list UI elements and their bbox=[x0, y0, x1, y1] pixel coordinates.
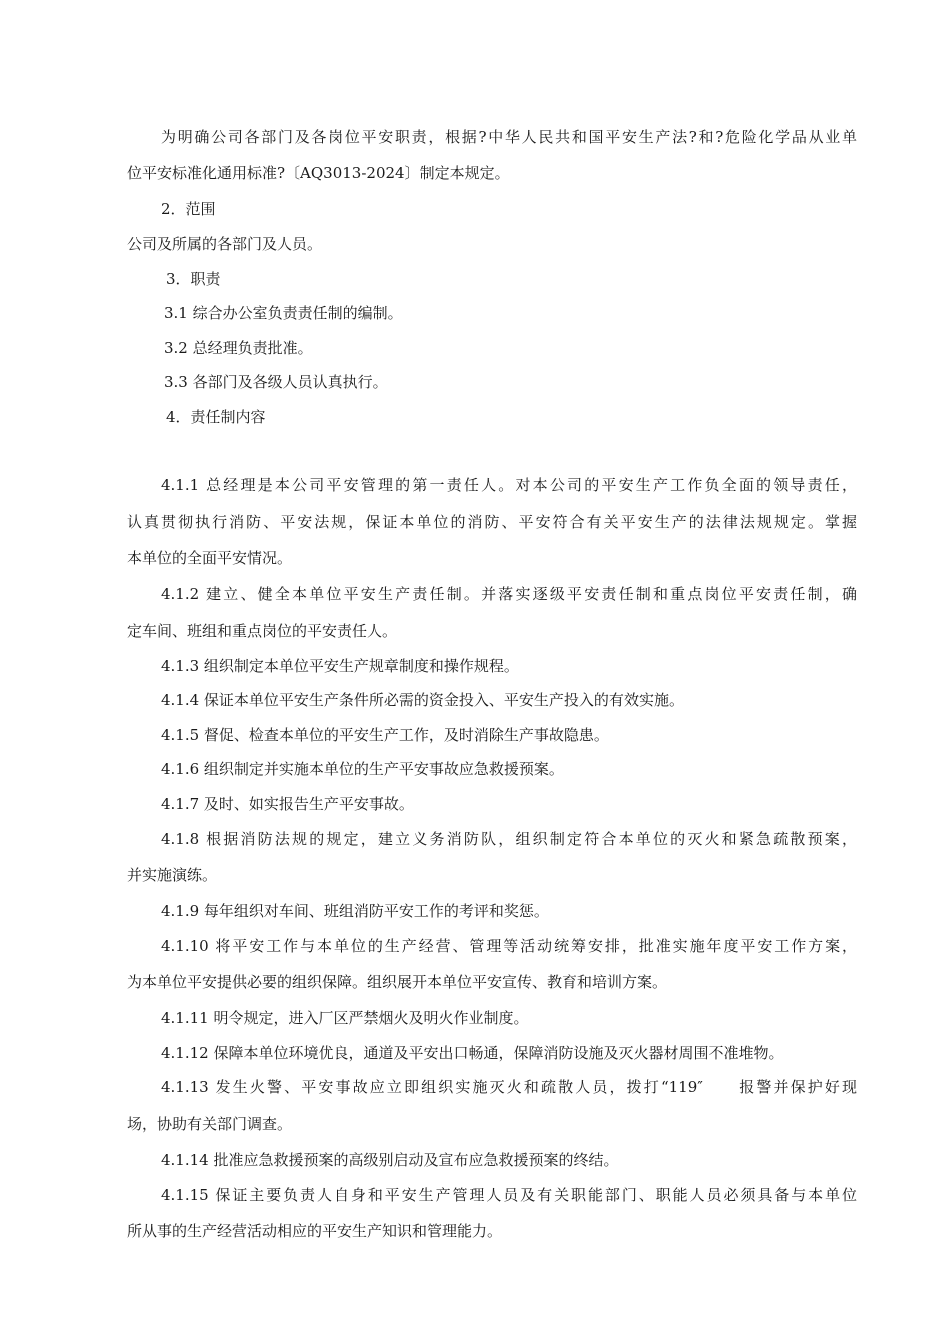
clause-4-1-10-line-1: 4.1.10 将平安工作与本单位的生产经营、管理等活动统筹安排，批准实施年度平安工作方案， bbox=[161, 937, 857, 955]
content-heading: 4．责任制内容 bbox=[166, 408, 266, 426]
clause-4-1-14: 4.1.14 批准应急救援预案的高级别启动及宣布应急救援预案的终结。 bbox=[161, 1151, 619, 1169]
scope-heading: 2．范围 bbox=[161, 200, 216, 218]
clause-4-1-4: 4.1.4 保证本单位平安生产条件所必需的资金投入、平安生产投入的有效实施。 bbox=[161, 691, 684, 709]
clause-4-1-8-line-2: 并实施演练。 bbox=[127, 866, 218, 884]
clause-4-1-15-line-2: 所从事的生产经营活动相应的平安生产知识和管理能力。 bbox=[127, 1222, 503, 1240]
duty-item: 3.1 综合办公室负责责任制的编制。 bbox=[164, 304, 403, 322]
clause-4-1-10-line-2: 为本单位平安提供必要的组织保障。组织展开本单位平安宣传、教育和培训方案。 bbox=[127, 973, 668, 991]
clause-4-1-3: 4.1.3 组织制定本单位平安生产规章制度和操作规程。 bbox=[161, 657, 519, 675]
clause-4-1-11: 4.1.11 明令规定，进入厂区严禁烟火及明火作业制度。 bbox=[161, 1009, 529, 1027]
intro-line-1: 为明确公司各部门及各岗位平安职责，根据?中华人民共和国平安生产法?和?危险化学品从业单 bbox=[161, 128, 857, 146]
clause-4-1-5: 4.1.5 督促、检查本单位的平安生产工作，及时消除生产事故隐患。 bbox=[161, 726, 609, 744]
clause-4-1-13-line-1: 4.1.13 发生火警、平安事故应立即组织实施灭火和疏散人员，拨打“119″ 报警并保护好现 bbox=[161, 1078, 857, 1096]
clause-4-1-6: 4.1.6 组织制定并实施本单位的生产平安事故应急救援预案。 bbox=[161, 760, 564, 778]
clause-4-1-8-line-1: 4.1.8 根据消防法规的规定，建立义务消防队，组织制定符合本单位的灭火和紧急疏散预案， bbox=[161, 830, 857, 848]
clause-4-1-1-line-3: 本单位的全面平安情况。 bbox=[127, 549, 293, 567]
clause-4-1-9: 4.1.9 每年组织对车间、班组消防平安工作的考评和奖惩。 bbox=[161, 902, 549, 920]
clause-4-1-7: 4.1.7 及时、如实报告生产平安事故。 bbox=[161, 795, 414, 813]
intro-line-2: 位平安标准化通用标准?〔AQ3013-2024〕制定本规定。 bbox=[127, 164, 510, 182]
clause-4-1-2-line-2: 定车间、班组和重点岗位的平安责任人。 bbox=[127, 622, 398, 640]
duty-item: 3.2 总经理负责批准。 bbox=[164, 339, 313, 357]
clause-4-1-1-line-1: 4.1.1 总经理是本公司平安管理的第一责任人。对本公司的平安生产工作负全面的领导责任， bbox=[161, 476, 857, 494]
duty-item: 3.3 各部门及各级人员认真执行。 bbox=[164, 373, 388, 391]
clause-4-1-2-line-1: 4.1.2 建立、健全本单位平安生产责任制。并落实逐级平安责任制和重点岗位平安责任制，确 bbox=[161, 585, 857, 603]
scope-text: 公司及所属的各部门及人员。 bbox=[127, 235, 323, 253]
clause-4-1-12: 4.1.12 保障本单位环境优良，通道及平安出口畅通，保障消防设施及灭火器材周围不准堆物。 bbox=[161, 1044, 784, 1062]
clause-4-1-15-line-1: 4.1.15 保证主要负责人自身和平安生产管理人员及有关职能部门、职能人员必须具备与本单位 bbox=[161, 1186, 857, 1204]
duties-heading: 3．职责 bbox=[166, 270, 221, 288]
clause-4-1-13-line-2: 场，协助有关部门调查。 bbox=[127, 1115, 293, 1133]
clause-4-1-1-line-2: 认真贯彻执行消防、平安法规，保证本单位的消防、平安符合有关平安生产的法律法规规定。掌握 bbox=[127, 513, 857, 531]
